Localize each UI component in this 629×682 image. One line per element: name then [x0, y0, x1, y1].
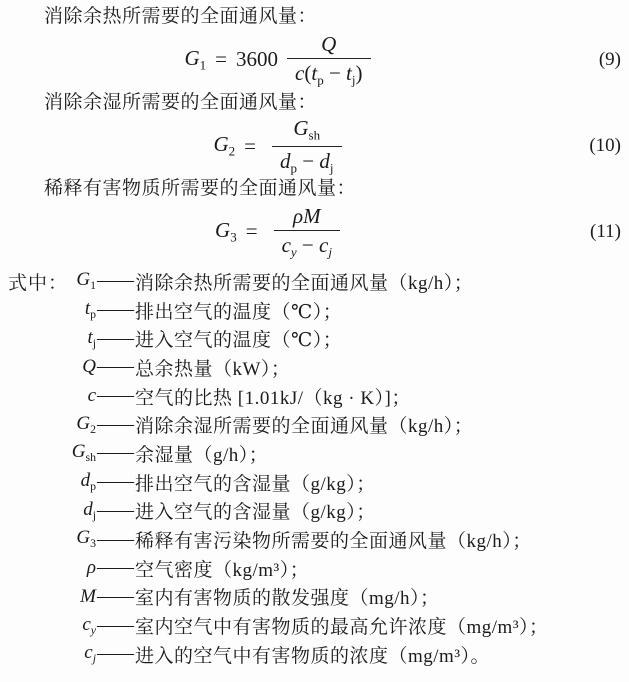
- fraction: [274, 204, 340, 261]
- dash: ——: [97, 499, 133, 521]
- definition-row: [0, 324, 629, 353]
- definition-row: [0, 497, 629, 526]
- formula-g3: [0, 204, 555, 261]
- formula-row: [0, 115, 629, 177]
- symbol: $G_{sh}$: [71, 441, 96, 465]
- section-intro: 消除余热所需要的全面通风量：: [44, 6, 318, 27]
- dash: ——: [97, 270, 133, 292]
- section-moisture-removal: [0, 91, 629, 177]
- definition-text: 排出空气的温度（℃）；: [135, 301, 343, 323]
- symbol: $G_3$: [76, 527, 96, 551]
- definition-text: 排出空气的含湿量（g/kg）；: [135, 473, 376, 495]
- dash: ——: [97, 356, 133, 378]
- formula-lhs: $G_1$: [184, 46, 207, 73]
- definition-text: 稀释有害污染物所需要的全面通风量（kg/h）；: [135, 531, 532, 553]
- numerator: Q: [321, 31, 337, 56]
- symbol: Q: [82, 356, 96, 378]
- symbol: c: [87, 385, 96, 407]
- equals-sign: =: [215, 47, 228, 72]
- definition-row: [0, 554, 629, 583]
- definition-row: [0, 640, 629, 669]
- symbol: $d_j$: [83, 498, 96, 522]
- dash: ——: [97, 643, 133, 665]
- definition-row: [0, 525, 629, 554]
- equation-number: (11): [590, 221, 621, 242]
- definition-text: 消除余热所需要的全面通风量（kg/h）；: [135, 272, 474, 294]
- numerator: ρM: [292, 203, 321, 228]
- dash: ——: [97, 614, 133, 636]
- numerator: $G_{sh}$: [293, 116, 321, 143]
- formula-lhs: $G_3$: [215, 218, 237, 245]
- definition-row: [0, 382, 629, 411]
- symbol: $G_2$: [76, 412, 96, 436]
- definition-text: 室内有害物质的散发强度（mg/h）；: [135, 588, 440, 610]
- definition-row: [0, 583, 629, 612]
- fraction: [272, 116, 341, 176]
- equals-sign: =: [245, 219, 258, 244]
- equation-number: (10): [589, 135, 621, 156]
- dash: ——: [97, 585, 133, 607]
- definition-text: 室内空气中有害物质的最高允许浓度（mg/m³）；: [135, 617, 549, 639]
- definition-row: [0, 468, 629, 497]
- dash: ——: [97, 442, 133, 464]
- section-intro: 消除余湿所需要的全面通风量：: [44, 92, 318, 113]
- equals-sign: =: [244, 133, 257, 158]
- denominator: $d_p - d_j$: [272, 146, 341, 177]
- definition-text: 空气密度（kg/m³）；: [135, 559, 310, 581]
- definition-row: [0, 410, 629, 439]
- dash: ——: [97, 385, 133, 407]
- symbol: $G_1$: [76, 269, 96, 293]
- symbol: $c_j$: [84, 642, 96, 666]
- formula-g2: [0, 116, 555, 176]
- symbol: ρ: [86, 557, 96, 579]
- definition-text: 余湿量（g/h）；: [135, 444, 269, 466]
- definition-row: [0, 353, 629, 382]
- symbol: M: [80, 585, 96, 607]
- dash: ——: [97, 413, 133, 435]
- dash: ——: [97, 528, 133, 550]
- definition-row: [0, 267, 629, 296]
- definition-row: [0, 296, 629, 325]
- equation-number: (9): [598, 49, 621, 70]
- symbol: $t_p$: [84, 297, 96, 322]
- symbol-definitions-list: [0, 267, 629, 669]
- coefficient: 3600: [236, 47, 279, 72]
- formula-lhs: $G_2$: [213, 132, 236, 159]
- dash: ——: [97, 327, 133, 349]
- symbol: $t_j$: [87, 326, 96, 350]
- definition-text: 进入空气的温度（℃）；: [135, 330, 343, 352]
- definition-text: 空气的比热 [1.01kJ/（kg · K）]；: [135, 387, 411, 409]
- definition-text: 进入的空气中有害物质的浓度（mg/m³）。: [135, 645, 491, 667]
- section-intro: 稀释有害物质所需要的全面通风量：: [44, 178, 357, 199]
- formula-row: [0, 201, 629, 263]
- definition-text: 消除余湿所需要的全面通风量（kg/h）；: [135, 416, 474, 438]
- definition-text: 总余热量（kW）；: [135, 358, 291, 380]
- dash: ——: [97, 471, 133, 493]
- symbol: $d_p$: [80, 470, 96, 494]
- formula-g1: [0, 32, 555, 89]
- fraction: [287, 32, 371, 89]
- definitions-label: 式中：: [8, 272, 69, 294]
- section-contaminant-dilution: [0, 177, 629, 263]
- symbol: $c_y$: [82, 613, 96, 637]
- dash: ——: [97, 299, 133, 321]
- definition-text: 进入空气的含湿量（g/kg）；: [135, 502, 376, 524]
- dash: ——: [97, 557, 133, 579]
- definition-row: [0, 611, 629, 640]
- denominator: $c(t_p - t_j)$: [287, 58, 371, 89]
- definition-row: [0, 439, 629, 468]
- formula-row: [0, 29, 629, 91]
- section-heat-removal: [0, 5, 629, 91]
- denominator: $c_y - c_j$: [274, 230, 340, 261]
